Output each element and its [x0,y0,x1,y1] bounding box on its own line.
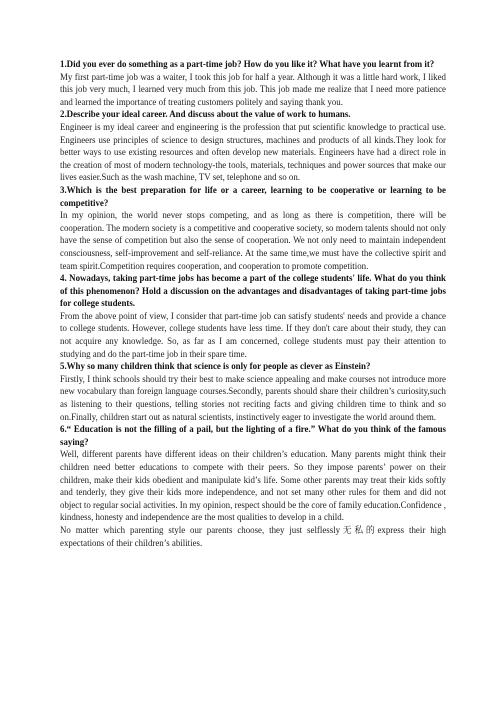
answer-1-paragraph: My first part-time job was a waiter, I took this job for half a year. Although it was a little hard work, I liked this job very much, I learned very much from this job. This job made me realize that I need more patience and learned the importance of treating customers politely and saying thank you. [60,71,446,107]
answer-5-paragraph: Firstly, I think schools should try their best to make science appealing and make courses not introduce more new vocabulary than foreign language courses.Secondly, parents should share their children’s curiosity,such as listening to their questions, telling stories not reciting facts and giving children time to think and so on.Finally, children start out as natural scientists, instinctively eager to investigate the world around them. [60,373,446,422]
document-page [60,58,446,549]
answer-3-paragraph: In my opinion, the world never stops competing, and as long as there is competition, there will be cooperation. The modern society is a competitive and cooperative society, so modern talents should not only have the sense of competition but also the sense of cooperation. We not only need to maintain independent consciousness, self-improvement and self-reliance. At the same time,we must have the collective spirit and team spirit.Competition requires cooperation, and cooperation to promote competition. [60,210,446,271]
question-4-heading: 4. Nowadays, taking part-time jobs has become a part of the college students' life. What do you think of this phenomenon? Hold a discussion on the advantages and disadvantages of taking part-time jobs for college students. [60,273,446,309]
question-2-heading: 2.Describe your ideal career. And discuss about the value of work to humans. [60,109,351,120]
answer-2-paragraph: Engineer is my ideal career and engineering is the profession that put scientific knowledge to practical use. Engineers use principles of science to design structures, machines and products of all kinds.They look for better ways to use existing resources and often develop new materials. Engineers have had a direct role in the creation of most of modern technology-the tools, materials, techniques and power sources that make our lives easier.Such as the wash machine, TV set, telephone and so on. [60,121,446,183]
question-1-heading: 1.Did you ever do something as a part-time job? How do you like it? What have you learnt from it? [60,59,435,69]
answer-4-paragraph: From the above point of view, I consider that part-time job can satisfy students' needs and provide a chance to college students. However, college students have less time. If they don't care about their study, they can not acquire any knowledge. So, as far as I am concerned, college students must pay their attention to studying and do the part-time job in their spare time. [60,310,446,359]
closing-paragraph: No matter which parenting style our parents choose, they just selflessly无私的express their high expectations of their children’s abilities. [60,524,446,548]
question-3-heading: 3.Which is the best preparation for life or a career, learning to be cooperative or learning to be competitive? [60,184,446,208]
question-6-heading: 6.“ Education is not the filling of a pail, but the lighting of a fire.” What do you think of the famous saying? [60,424,446,447]
answer-6-paragraph: Well, different parents have different ideas on their children’s education. Many parents might think their children need better educations to compete with their peers. So they impose parents’ power on their children, make their kids obedient and manipulate kid’s life. Some other parents may treat their kids softly and tenderly, they give their kids more independence, and not set many other rules for them and did not object to regular social activities. In my opinion, respect should be the core of family education.Confidence , kindness, honesty and independence are the most qualities to develop in a child. [60,449,446,523]
question-5-heading: 5.Why so many children think that science is only for people as clever as Einstein? [60,361,371,372]
